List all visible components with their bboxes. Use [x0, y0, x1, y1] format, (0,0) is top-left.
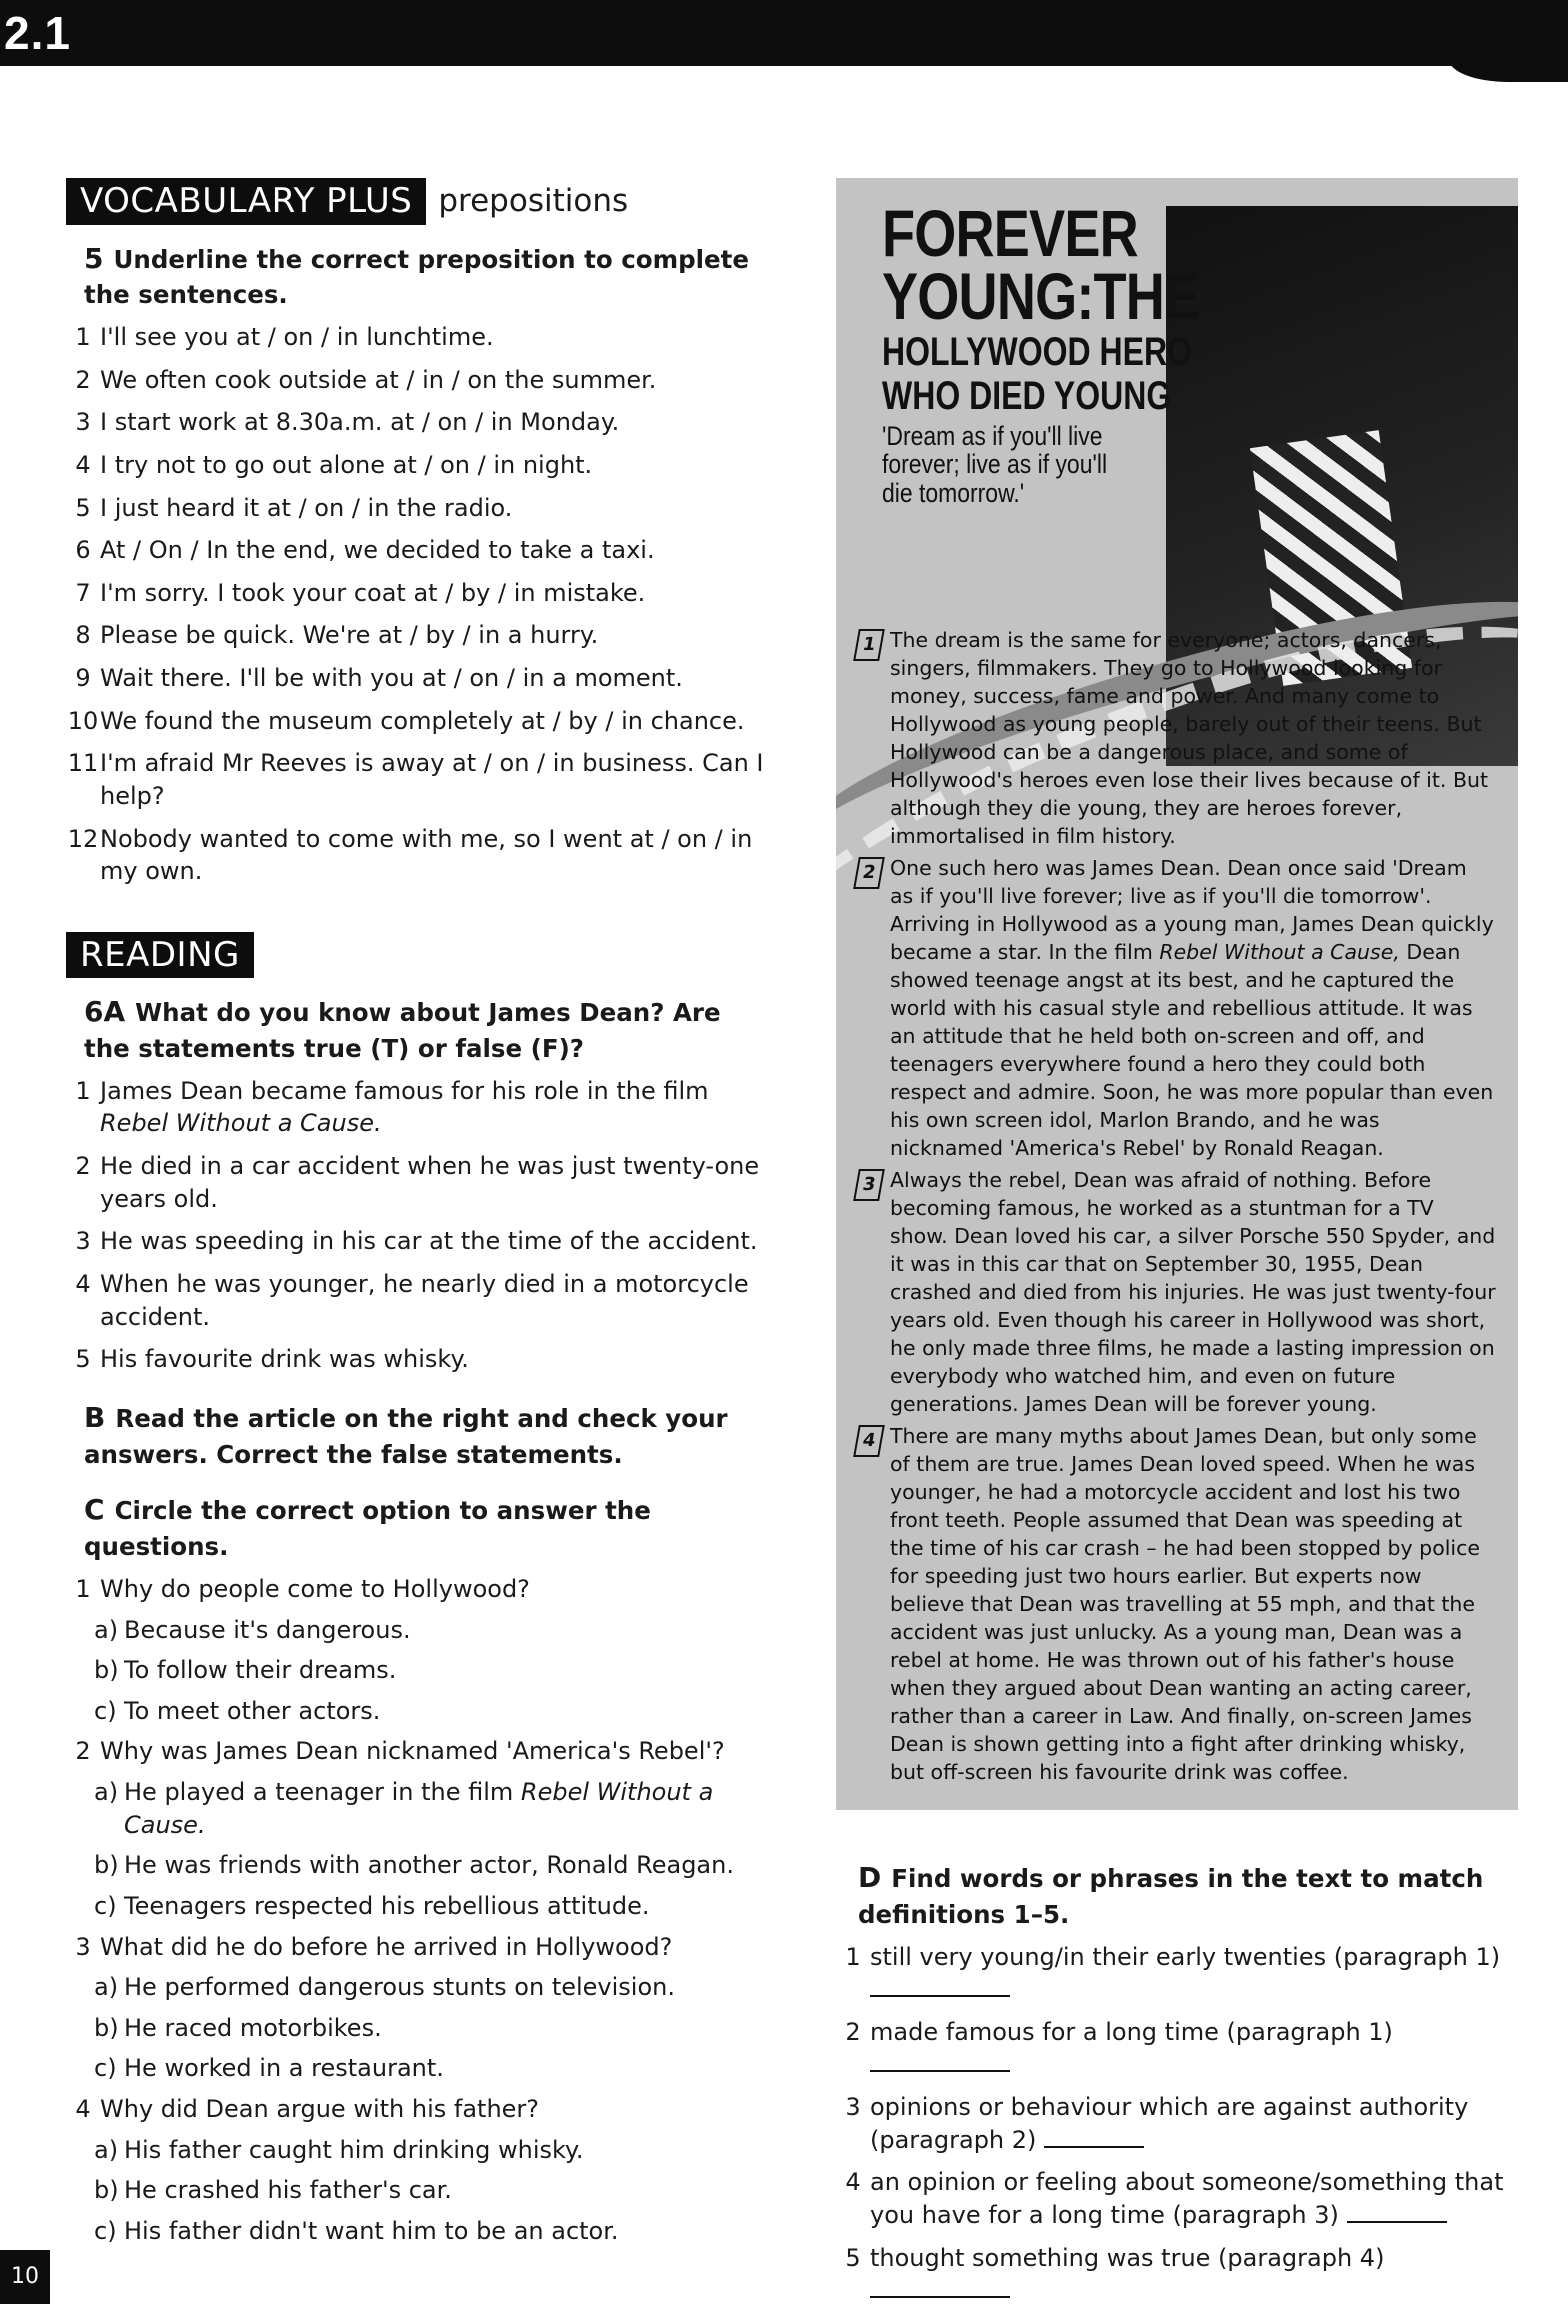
list-item [66, 1225, 766, 1258]
paragraph-text-part-b: Dean showed teenage angst at its best, and he captured the world with his casual style and rebellious attitude. It was an attitude that he held both on-screen and off, and teenagers everywhere found a hero they could both respect and admire. Soon, he was more popular than even his own screen idol, Marlon Brando, and he was nicknamed 'America's Rebel' by Ronald Reagan. [890, 940, 1494, 1160]
item-number: 10 [67, 706, 99, 735]
list-item [66, 492, 766, 525]
item-number: 11 [67, 749, 99, 778]
top-bar [0, 0, 1568, 66]
option-label: c) [94, 2216, 117, 2245]
option-c[interactable] [94, 2052, 766, 2085]
page-number: 10 [0, 2250, 50, 2304]
list-item [66, 534, 766, 567]
item-number: 8 [75, 621, 91, 650]
option-a[interactable] [94, 1614, 766, 1647]
item-text: Nobody wanted to come with me, so I went at / on / in my own. [100, 824, 753, 886]
item-text [870, 2166, 1518, 2231]
item-text: He was speeding in his car at the time of the accident. [100, 1227, 758, 1256]
item-number: 5 [75, 1345, 91, 1374]
item-number: 2 [75, 365, 91, 394]
left-column [66, 178, 766, 2256]
list-item [66, 321, 766, 354]
definition-text: an opinion or feeling about someone/something that you have for a long time (paragraph 3) [870, 2168, 1504, 2229]
statement-list [66, 1075, 766, 1376]
item-number: 7 [75, 578, 91, 607]
title-line-4: WHO DIED YOUNG [882, 374, 1172, 419]
option-text: He crashed his father's car. [124, 2176, 452, 2205]
item-text: I'm afraid Mr Reeves is away at / on / in business. Can I help? [100, 749, 764, 810]
answer-blank[interactable] [870, 2280, 1010, 2298]
paragraph-number: 4 [853, 1425, 885, 1457]
option-b[interactable] [94, 2012, 766, 2045]
article-panel [836, 178, 1518, 1810]
question-text: What did he do before he arrived in Hollywood? [100, 1932, 673, 1961]
option-body: He played a teenager in the film [124, 1778, 514, 1806]
item-number: 12 [67, 824, 99, 853]
top-bar-tab [1448, 58, 1568, 82]
item-number: 2 [75, 1152, 91, 1181]
question-number: 2 [75, 1737, 91, 1766]
task-number: B [84, 1400, 106, 1434]
item-text [870, 2242, 1518, 2304]
paragraph-1 [856, 626, 1496, 850]
task-number: D [858, 1861, 882, 1894]
item-text: I try not to go out alone at / on / in night. [100, 450, 593, 479]
paragraph-number: 1 [853, 629, 885, 661]
film-title: Rebel Without a Cause. [124, 1778, 714, 1839]
task-number: 6A [84, 995, 126, 1029]
answer-blank[interactable] [870, 1979, 1010, 1997]
item-text: We found the museum completely at / by / in chance. [100, 706, 745, 735]
list-item [66, 364, 766, 397]
list-item [836, 1941, 1518, 2006]
item-number: 4 [75, 450, 91, 479]
option-text [124, 1776, 766, 1841]
item-text [100, 1075, 766, 1140]
option-label: a) [94, 2135, 119, 2164]
question-text: Why do people come to Hollywood? [100, 1574, 530, 1603]
option-b[interactable] [94, 1654, 766, 1687]
film-title: Rebel Without a Cause, [1159, 940, 1400, 964]
option-label: a) [94, 1973, 119, 2002]
option-text: Teenagers respected his rebellious attitude. [124, 1891, 650, 1920]
item-text [870, 2016, 1518, 2081]
unit-number: 2.1 [4, 7, 71, 59]
definition-text: made famous for a long time (paragraph 1) [870, 2017, 1393, 2046]
question [66, 1931, 766, 1964]
item-text: When he was younger, he nearly died in a motorcycle accident. [100, 1269, 749, 1331]
task-number: 5 [84, 241, 104, 275]
list-item [66, 449, 766, 482]
option-text: His father caught him drinking whisky. [124, 2135, 584, 2164]
option-label: b) [94, 2176, 119, 2205]
option-text: He raced motorbikes. [124, 2013, 382, 2042]
item-number: 5 [845, 2243, 861, 2272]
list-item [836, 2242, 1518, 2304]
option-text: Because it's dangerous. [124, 1615, 411, 1644]
item-text: I start work at 8.30a.m. at / on / in Monday. [100, 408, 620, 437]
option-c[interactable] [94, 1890, 766, 1923]
list-item [66, 1343, 766, 1376]
item-number: 3 [845, 2093, 861, 2122]
item-text: His favourite drink was whisky. [100, 1345, 469, 1374]
list-item [836, 2166, 1518, 2231]
task-text: Circle the correct option to answer the questions. [84, 1496, 651, 1562]
option-label: b) [94, 2013, 119, 2042]
item-number: 4 [845, 2168, 861, 2197]
item-text: I'm sorry. I took your coat at / by / in mistake. [100, 578, 646, 607]
list-item [66, 662, 766, 695]
option-a[interactable] [94, 1971, 766, 2004]
task-text: Find words or phrases in the text to match definitions 1–5. [858, 1864, 1484, 1929]
option-a[interactable] [94, 1776, 766, 1841]
list-item [836, 2016, 1518, 2081]
list-item [66, 406, 766, 439]
title-line-3: HOLLYWOOD HERO [882, 330, 1192, 375]
task-text: What do you know about James Dean? Are the statements true (T) or false (F)? [84, 998, 721, 1064]
answer-blank[interactable] [1044, 2130, 1144, 2148]
question-number: 4 [75, 2095, 91, 2123]
option-label: b) [94, 1656, 119, 1685]
question-text: Why was James Dean nicknamed 'America's Rebel'? [100, 1737, 725, 1766]
item-number: 2 [845, 2017, 861, 2046]
option-text: To meet other actors. [124, 1696, 381, 1725]
article-title [882, 196, 1269, 419]
answer-blank[interactable] [1347, 2205, 1447, 2223]
item-number: 3 [75, 1227, 91, 1256]
task-number: C [84, 1493, 105, 1527]
paragraph-text [890, 854, 1496, 1162]
list-item [66, 619, 766, 652]
paragraph-3 [856, 1166, 1496, 1418]
option-label: a) [94, 1778, 119, 1806]
option-label: c) [94, 1891, 117, 1920]
task-d-instruction [858, 1858, 1518, 1933]
vocabulary-header [66, 178, 766, 225]
option-label: c) [94, 1696, 117, 1725]
paragraph-number: 2 [853, 857, 885, 889]
question [66, 1735, 766, 1768]
item-text [870, 2091, 1518, 2156]
list-item [66, 705, 766, 738]
task-6a-instruction [84, 992, 766, 1067]
task-d-section [836, 1858, 1518, 2304]
definition-text: thought something was true (paragraph 4) [870, 2243, 1385, 2272]
question [66, 1573, 766, 1606]
task-b-instruction [84, 1398, 766, 1473]
answer-blank[interactable] [870, 2054, 1010, 2072]
item-number: 1 [75, 1076, 91, 1105]
option-text: His father didn't want him to be an actor. [124, 2216, 619, 2245]
question-number: 1 [75, 1574, 91, 1603]
vocab-item-list [66, 321, 766, 888]
question-text: Why did Dean argue with his father? [100, 2095, 540, 2123]
option-label: b) [94, 1851, 119, 1880]
item-text: He died in a car accident when he was just twenty-one years old. [100, 1152, 760, 1213]
option-text: He was friends with another actor, Ronald Reagan. [124, 1851, 734, 1880]
title-line-1: FOREVER [882, 196, 1138, 270]
article-quote: 'Dream as if you'll live forever; live as if you'll die tomorrow.' [882, 421, 1108, 508]
question [66, 2093, 766, 2126]
paragraph-text: The dream is the same for everyone; actors, dancers, singers, filmmakers. They go to Hollywood looking for money, success, fame and power. And many come to Hollywood as young people, barely out of their teens. But Hollywood can be a dangerous place, and some of Hollywood's heroes even lose their lives because of it. But although they die young, they are heroes forever, immortalised in film history. [890, 628, 1489, 848]
option-text: To follow their dreams. [124, 1656, 397, 1685]
option-b[interactable] [94, 1849, 766, 1882]
option-label: a) [94, 1615, 119, 1644]
option-a[interactable] [94, 2134, 766, 2167]
option-c[interactable] [94, 2215, 766, 2248]
task-text: Underline the correct preposition to complete the sentences. [84, 244, 749, 310]
task-c-instruction [84, 1490, 766, 1565]
list-item [66, 1150, 766, 1215]
item-number: 6 [75, 536, 91, 565]
paragraph-2 [856, 854, 1496, 1162]
task-5-instruction [84, 239, 766, 314]
option-b[interactable] [94, 2174, 766, 2207]
item-text: We often cook outside at / in / on the summer. [100, 365, 657, 394]
reading-header [66, 932, 766, 979]
item-number: 5 [75, 493, 91, 522]
definition-text: still very young/in their early twenties (paragraph 1) [870, 1942, 1501, 1971]
item-text: Wait there. I'll be with you at / on / in a moment. [100, 664, 683, 693]
item-text: I'll see you at / on / in lunchtime. [100, 323, 494, 352]
option-text: He performed dangerous stunts on television. [124, 1973, 675, 2002]
list-item [66, 823, 766, 888]
option-c[interactable] [94, 1695, 766, 1728]
item-text: I just heard it at / on / in the radio. [100, 493, 513, 522]
option-text: He worked in a restaurant. [124, 2054, 444, 2083]
list-item [836, 2091, 1518, 2156]
paragraph-text: Always the rebel, Dean was afraid of nothing. Before becoming famous, he worked as a stuntman for a TV show. Dean loved his car, a silver Porsche 550 Spyder, and it was in this car that on September 30, 1955, Dean crashed and died from his injuries. He was just twenty-four years old. Even though his career in Hollywood was short, he only made three films, he made a lasting impression on everybody who watched him, and even on future generations. James Dean will be forever young. [890, 1168, 1496, 1416]
task-text: Read the article on the right and check your answers. Correct the false statements. [84, 1403, 728, 1469]
item-number: 4 [75, 1269, 91, 1298]
right-column [836, 178, 1518, 2304]
vocabulary-subtitle: prepositions [438, 182, 629, 219]
item-text [870, 1941, 1518, 2006]
item-text: Please be quick. We're at / by / in a hurry. [100, 621, 599, 650]
list-item [66, 1075, 766, 1140]
question-list [66, 1573, 766, 2248]
item-text: At / On / In the end, we decided to take a taxi. [100, 536, 655, 565]
question-number: 3 [75, 1932, 91, 1961]
paragraph-text-part-a: One such hero was James Dean. Dean once said 'Dream as if you'll live forever; live as if you'll die tomorrow'. Arriving in Hollywood as a young man, James Dean quickly became a star. In the film [890, 856, 1494, 964]
option-label: c) [94, 2054, 117, 2083]
title-line-2: YOUNG:THE [882, 258, 1200, 333]
item-number: 1 [75, 323, 91, 352]
item-number: 9 [75, 664, 91, 693]
definition-text: opinions or behaviour which are against authority (paragraph 2) [870, 2093, 1469, 2154]
reading-label: READING [66, 932, 254, 979]
item-number: 1 [845, 1942, 861, 1971]
list-item [66, 577, 766, 610]
list-item [66, 747, 766, 812]
statement-text: James Dean became famous for his role in the film [100, 1076, 709, 1105]
vocabulary-label: VOCABULARY PLUS [66, 178, 426, 225]
paragraph-number: 3 [853, 1169, 885, 1201]
list-item [66, 1268, 766, 1333]
article-body [856, 626, 1496, 1790]
film-title: Rebel Without a Cause. [100, 1109, 382, 1138]
paragraph-4 [856, 1422, 1496, 1786]
item-number: 3 [75, 408, 91, 437]
paragraph-text: There are many myths about James Dean, but only some of them are true. James Dean loved speed. When he was younger, he had a motorcycle accident and lost his two front teeth. People assumed that Dean was speeding at the time of his car crash – he had been stopped by police for speeding just two hours earlier. But experts now believe that Dean was travelling at 55 mph, and that the accident was just unlucky. As a young man, Dean was a rebel at home. He was thrown out of his father's house when they argued about Dean wanting an acting career, rather than a career in Law. And finally, on-screen James Dean is shown getting into a fight after drinking whisky, but off-screen his favourite drink was coffee. [890, 1424, 1481, 1784]
